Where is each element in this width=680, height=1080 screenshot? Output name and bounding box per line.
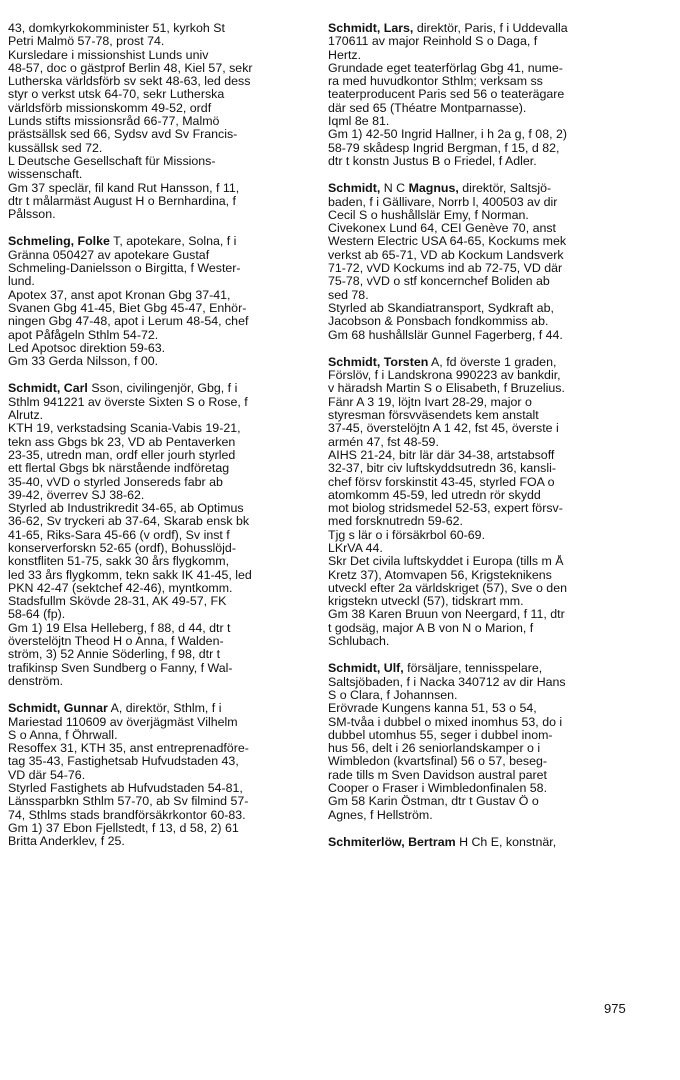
entry-line (328, 155, 634, 168)
entry-line (328, 88, 634, 101)
entry-line (328, 729, 634, 742)
entry-text: 71-72, vVD Kockums ind ab 72-75, VD där (328, 262, 563, 276)
entry-text: LKrVA 44. (328, 541, 383, 555)
entry-text: Schlubach. (328, 635, 390, 649)
entry-text: chef försv forskinstit 43-45, styrled FOA o (328, 475, 555, 489)
entry-line (8, 595, 308, 608)
biography-entry (328, 356, 634, 649)
page-number: 975 (604, 1001, 626, 1016)
entry-line (8, 102, 308, 115)
entry-text: 75-78, vVD o stf koncernchef Boliden ab (328, 275, 550, 289)
entry-line (8, 648, 308, 661)
entry-text: 43, domkyrkokomminister 51, kyrkoh St (8, 22, 225, 35)
entry-text: dubbel utomhus 55, seger i dubbel inom- (328, 728, 553, 742)
entry-name: Magnus, (408, 182, 459, 196)
entry-text: v häradsh Martin S o Elisabeth, f Bruzelius. (328, 382, 565, 396)
entry-line (328, 529, 634, 542)
entry-line (8, 128, 308, 141)
entry-line (8, 355, 308, 368)
entry-line (8, 182, 308, 195)
entry-name: Schmidt, (328, 182, 381, 196)
entry-text: Led Apotsoc direktion 59-63. (8, 341, 166, 355)
entry-text: SM-tvåa i dubbel o mixed inomhus 53, do i (328, 715, 563, 729)
entry-text: där sed 65 (Théatre Montparnasse). (328, 101, 527, 115)
entry-line (328, 369, 634, 382)
entry-text: överstelöjtn Theod H o Anna, f Walden- (8, 635, 224, 649)
entry-line (8, 529, 308, 542)
entry-line (328, 755, 634, 768)
entry-text: Western Electric USA 64-65, Kockums mek (328, 235, 567, 249)
entry-line (8, 155, 308, 168)
entry-text: lund. (8, 275, 35, 289)
entry-name: Schmidt, Torsten (328, 355, 429, 369)
entry-line (8, 569, 308, 582)
entry-line (328, 102, 634, 115)
entry-text: Saltsjöbaden, f i Nacka 340712 av dir Hans (328, 675, 566, 689)
entry-line (328, 315, 634, 328)
entry-text: Cecil S o hushållslär Emy, f Norman. (328, 208, 529, 222)
entry-text: Iqml 8e 81. (328, 115, 390, 129)
entry-name: Schmidt, Ulf, (328, 662, 404, 676)
entry-line (8, 75, 308, 88)
entry-line (8, 315, 308, 328)
entry-text: Tjg s lär o i försäkrbol 60-69. (328, 528, 486, 542)
entry-text: apot Påfågeln Sthlm 54-72. (8, 328, 159, 342)
entry-text: ström, 3) 52 Annie Söderling, f 98, dtr t (8, 648, 221, 662)
entry-line (8, 782, 308, 795)
entry-line (328, 836, 634, 849)
entry-line (328, 49, 634, 62)
entry-line (8, 22, 308, 35)
entry-text: Gm 58 Karin Östman, dtr t Gustav Ö o (328, 795, 539, 809)
entry-text: 32-37, bitr civ luftskyddsutredn 36, kansli- (328, 462, 556, 476)
entry-text: krigstekn utveckl (57), tidskrart mm. (328, 595, 524, 609)
entry-line (328, 809, 634, 822)
entry-text: Britta Anderklev, f 25. (8, 835, 125, 849)
entry-name: Schmidt, Carl (8, 382, 88, 396)
entry-text: H Ch E, konstnär, (455, 835, 557, 849)
entry-line (328, 262, 634, 275)
entry-text: prästsällsk sed 66, Sydsv avd Sv Francis- (8, 128, 238, 142)
entry-text: L Deutsche Gesellschaft für Missions- (8, 154, 216, 168)
entry-text: 58-64 (fp). (8, 608, 66, 622)
entry-line (328, 182, 634, 195)
entry-line (8, 582, 308, 595)
entry-text: Erövrade Kungens kanna 51, 53 o 54, (328, 702, 537, 716)
left-column (8, 22, 308, 863)
entry-text: 39-42, överrev SJ 38-62. (8, 488, 145, 502)
entry-line (328, 35, 634, 48)
entry-line (8, 608, 308, 621)
entry-text: Gm 38 Karen Bruun von Neergard, f 11, dtr (328, 608, 565, 622)
entry-line (328, 582, 634, 595)
entry-line (8, 396, 308, 409)
entry-line (8, 769, 308, 782)
entry-line (8, 235, 308, 248)
entry-text: direktör, Paris, f i Uddevalla (413, 22, 568, 35)
entry-line (8, 342, 308, 355)
entry-text: Petri Malmö 57-78, prost 74. (8, 35, 165, 49)
entry-text: Mariestad 110609 av överjägmäst Vilhelm (8, 715, 238, 729)
entry-line (8, 835, 308, 848)
biography-entry (8, 382, 308, 688)
entry-line (8, 422, 308, 435)
entry-line (8, 249, 308, 262)
entry-line (328, 196, 634, 209)
entry-line (328, 676, 634, 689)
entry-line (8, 449, 308, 462)
entry-text: styr o verkst utsk 64-70, sekr Lutherska (8, 88, 225, 102)
entry-line (8, 822, 308, 835)
entry-line (8, 809, 308, 822)
entry-line (328, 222, 634, 235)
entry-name: Schmiterlöw, Bertram (328, 835, 456, 849)
entry-text: konstfliten 51-75, sakk 30 års flygkomm, (8, 555, 230, 569)
entry-text: Kursledare i missionshist Lunds univ (8, 48, 209, 62)
entry-line (8, 755, 308, 768)
entry-line (328, 449, 634, 462)
right-column (328, 22, 634, 863)
entry-line (8, 35, 308, 48)
entry-text: världsförb missionskomm 49-52, ordf (8, 101, 212, 115)
entry-line (328, 235, 634, 248)
entry-line (328, 462, 634, 475)
entry-line (328, 409, 634, 422)
entry-text: Sson, civilingenjör, Gbg, f i (87, 382, 238, 396)
entry-text: baden, f i Gällivare, Norrb l, 400503 av dir (328, 195, 558, 209)
entry-text: Hertz. (328, 48, 362, 62)
entry-line (8, 382, 308, 395)
entry-line (8, 208, 308, 221)
entry-text: Civekonex Lund 64, CEI Genève 70, anst (328, 222, 556, 236)
entry-line (328, 608, 634, 621)
biography-entry (8, 235, 308, 368)
entry-text: Gm 33 Gerda Nilsson, f 00. (8, 355, 159, 369)
entry-text: Styrled ab Industrikredit 34-65, ab Optimus (8, 502, 244, 516)
entry-line (328, 209, 634, 222)
biography-entry (8, 22, 308, 221)
entry-line (8, 289, 308, 302)
entry-line (328, 476, 634, 489)
entry-line (328, 396, 634, 409)
entry-text: N C (380, 182, 409, 196)
entry-text: armén 47, fst 48-59. (328, 435, 439, 449)
entry-text: tag 35-43, Fastighetsab Hufvudstaden 43, (8, 755, 239, 769)
entry-text: dtr t konstn Justus B o Friedel, f Adler. (328, 154, 537, 168)
entry-text: Gm 1) 19 Elsa Helleberg, f 88, d 44, dtr t (8, 621, 231, 635)
entry-text: ra med huvudkontor Sthlm; verksam ss (328, 75, 543, 89)
entry-text: ett flertal Gbgs bk närstående indföretag (8, 462, 230, 476)
entry-text: konserverforskn 52-65 (ordf), Bohusslöjd- (8, 541, 236, 555)
entry-line (328, 356, 634, 369)
entry-line (8, 542, 308, 555)
entry-line (8, 262, 308, 275)
biography-entry (328, 662, 634, 822)
entry-text: KTH 19, verkstadsing Scania-Vabis 19-21, (8, 422, 241, 436)
entry-line (328, 275, 634, 288)
entry-line (8, 662, 308, 675)
entry-line (328, 22, 634, 35)
entry-text: 36-62, Sv tryckeri ab 37-64, Skarab ensk bk (8, 515, 250, 529)
entry-line (328, 489, 634, 502)
entry-name: Schmeling, Folke (8, 235, 110, 249)
entry-line (8, 716, 308, 729)
entry-line (328, 662, 634, 675)
entry-line (328, 716, 634, 729)
entry-text: Jacobson & Ponsbach fondkommiss ab. (328, 315, 549, 329)
biography-entry (328, 836, 634, 849)
entry-text: ningen Gbg 47-48, apot i Lerum 48-54, chef (8, 315, 249, 329)
entry-line (328, 302, 634, 315)
entry-line (328, 249, 634, 262)
entry-text: A, direktör, Sthlm, f i (107, 702, 222, 716)
entry-text: t godsäg, major A B von N o Marion, f (328, 621, 534, 635)
entry-line (328, 382, 634, 395)
entry-line (8, 622, 308, 635)
entry-text: Grundade eget teaterförlag Gbg 41, nume- (328, 61, 563, 75)
entry-text: denström. (8, 674, 64, 688)
entry-line (328, 115, 634, 128)
biography-entry (328, 22, 634, 168)
entry-text: Gränna 050427 av apotekare Gustaf (8, 248, 210, 262)
entry-text: utveckl efter 2a världskriget (57), Sve o den (328, 581, 567, 595)
entry-text: 74, Sthlms stads brandförsäkrkontor 60-83. (8, 808, 246, 822)
entry-line (328, 75, 634, 88)
entry-line (8, 49, 308, 62)
entry-line (328, 769, 634, 782)
entry-line (8, 195, 308, 208)
entry-text: S o Anna, f Öhrwall. (8, 728, 118, 742)
entry-text: Gm 37 speclär, fil kand Rut Hansson, f 11, (8, 181, 240, 195)
entry-text: VD där 54-76. (8, 768, 86, 782)
entry-line (8, 436, 308, 449)
entry-line (8, 476, 308, 489)
entry-line (8, 489, 308, 502)
entry-text: 48-57, doc o gästprof Berlin 48, Kiel 57, sekr (8, 61, 253, 75)
entry-text: Sthlm 941221 av överste Sixten S o Rose, f (8, 395, 248, 409)
entry-text: direktör, Saltsjö- (458, 182, 552, 196)
entry-text: mot biolog stridsmedel 52-53, expert försv- (328, 502, 563, 516)
entry-line (328, 782, 634, 795)
entry-line (328, 595, 634, 608)
entry-line (8, 635, 308, 648)
entry-text: Gm 68 hushållslär Gunnel Fagerberg, f 44. (328, 328, 563, 342)
entry-line (328, 742, 634, 755)
entry-text: dtr t målarmäst August H o Bernhardina, f (8, 194, 236, 208)
entry-line (328, 329, 634, 342)
entry-text: Skr Det civila luftskyddet i Europa (tills m Å (328, 555, 564, 569)
entry-line (8, 115, 308, 128)
entry-line (328, 515, 634, 528)
entry-line (328, 62, 634, 75)
entry-text: Alrutz. (8, 409, 44, 423)
entry-name: Schmidt, Lars, (328, 22, 414, 35)
entry-line (328, 702, 634, 715)
entry-line (8, 742, 308, 755)
entry-line (8, 555, 308, 568)
entry-line (8, 168, 308, 181)
entry-text: styresman försvväsendets kem anstalt (328, 409, 539, 423)
entry-text: Stadsfullm Skövde 28-31, AK 49-57, FK (8, 595, 227, 609)
entry-text: 23-35, utredn man, ordf eller jourh styrled (8, 448, 236, 462)
biography-entry (328, 182, 634, 342)
entry-line (8, 795, 308, 808)
entry-text: verkst ab 65-71, VD ab Kockum Landsverk (328, 248, 564, 262)
entry-text: 170611 av major Reinhold S o Daga, f (328, 35, 538, 49)
entry-line (328, 795, 634, 808)
entry-line (8, 675, 308, 688)
entry-line (328, 502, 634, 515)
entry-text: Lunds stifts missionsråd 66-77, Malmö (8, 115, 220, 129)
entry-line (8, 702, 308, 715)
entry-text: hus 56, delt i 26 seniorlandskamper o i (328, 742, 541, 756)
entry-text: Wimbledon (kvartsfinal) 56 o 57, beseg- (328, 755, 548, 769)
entry-line (328, 422, 634, 435)
entry-line (8, 302, 308, 315)
entry-text: 35-40, vVD o styrled Jonsereds fabr ab (8, 475, 223, 489)
entry-text: 37-45, överstelöjtn A 1 42, fst 45, överste i (328, 422, 559, 436)
entry-text: trafikinsp Sven Sundberg o Fanny, f Wal- (8, 661, 233, 675)
entry-text: Resoffex 31, KTH 35, anst entreprenadföre- (8, 742, 249, 756)
entry-text: AIHS 21-24, bitr lär där 34-38, artstabsoff (328, 448, 555, 462)
entry-line (328, 622, 634, 635)
entry-text: rade tills m Sven Davidson austral paret (328, 768, 548, 782)
biography-entry (8, 702, 308, 848)
entry-text: teaterproducent Paris sed 56 o teaterägare (328, 88, 565, 102)
entry-line (8, 142, 308, 155)
entry-text: Lutherska världsförb sv sekt 48-63, led dess (8, 75, 251, 89)
entry-text: Förslöv, f i Landskrona 990223 av bankdir, (328, 369, 561, 383)
entry-text: Gm 1) 37 Ebon Fjellstedt, f 13, d 58, 2) 61 (8, 821, 239, 835)
entry-line (8, 729, 308, 742)
entry-text: Cooper o Fraser i Wimbledonfinalen 58. (328, 782, 548, 796)
entry-text: Länssparbkn Sthlm 57-70, ab Sv filmind 57- (8, 795, 249, 809)
entry-text: tekn ass Gbgs bk 23, VD ab Pentaverken (8, 435, 236, 449)
entry-line (328, 689, 634, 702)
entry-name: Schmidt, Gunnar (8, 702, 108, 716)
entry-text: med forsknutredn 59-62. (328, 515, 463, 529)
entry-line (8, 275, 308, 288)
entry-line (328, 555, 634, 568)
entry-text: Gm 1) 42-50 Ingrid Hallner, i h 2a g, f 08, 2) (328, 128, 567, 142)
entry-text: försäljare, tennisspelare, (403, 662, 543, 676)
entry-line (8, 329, 308, 342)
entry-text: Styrled Fastighets ab Hufvudstaden 54-81, (8, 782, 243, 796)
entry-line (8, 88, 308, 101)
entry-line (328, 142, 634, 155)
entry-line (8, 462, 308, 475)
entry-line (8, 62, 308, 75)
entry-text: A, fd överste 1 graden, (428, 355, 557, 369)
entry-text: Apotex 37, anst apot Kronan Gbg 37-41, (8, 288, 231, 302)
entry-line (8, 409, 308, 422)
entry-text: atomkomm 45-59, led utredn rör skydd (328, 488, 541, 502)
entry-line (328, 542, 634, 555)
entry-line (8, 515, 308, 528)
entry-line (328, 436, 634, 449)
entry-text: Kretz 37), Atomvapen 56, Krigsteknikens (328, 568, 552, 582)
entry-line (328, 569, 634, 582)
entry-text: kussällsk sed 72. (8, 141, 103, 155)
entry-text: sed 78. (328, 288, 369, 302)
entry-line (328, 128, 634, 141)
entry-text: Fänr A 3 19, löjtn Ivart 28-29, major o (328, 395, 532, 409)
entry-text: wissenschaft. (8, 168, 83, 182)
entry-text: PKN 42-47 (sektchef 42-46), myntkomm. (8, 581, 233, 595)
entry-text: S o Clara, f Johannsen. (328, 688, 458, 702)
entry-line (328, 635, 634, 648)
entry-text: Pålsson. (8, 208, 56, 222)
entry-line (8, 502, 308, 515)
entry-text: 41-65, Riks-Sara 45-66 (v ordf), Sv inst f (8, 528, 230, 542)
entry-text: Agnes, f Hellström. (328, 808, 433, 822)
entry-text: 58-79 skådesp Ingrid Bergman, f 15, d 82, (328, 141, 560, 155)
entry-text: Styrled ab Skandiatransport, Sydkraft ab, (328, 301, 554, 315)
entry-text: T, apotekare, Solna, f i (109, 235, 237, 249)
entry-line (328, 289, 634, 302)
entry-text: Schmeling-Danielsson o Birgitta, f Wester- (8, 262, 241, 276)
entry-text: led 33 års flygkomm, tekn sakk IK 41-45, led (8, 568, 252, 582)
entry-text: Svanen Gbg 41-45, Biet Gbg 45-47, Enhör- (8, 301, 247, 315)
